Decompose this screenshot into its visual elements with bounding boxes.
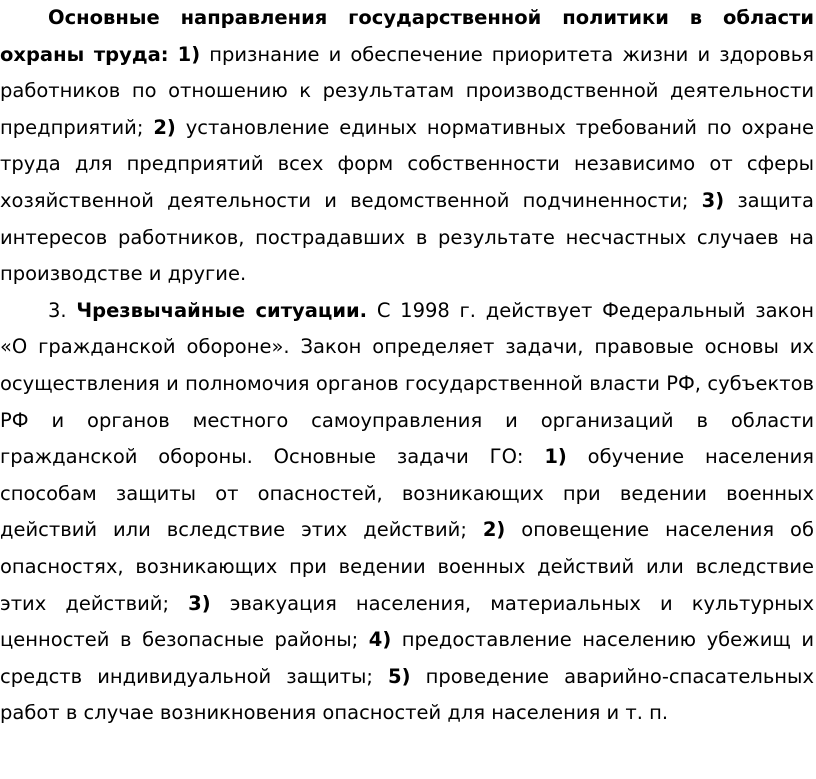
list-number: 2) (482, 518, 506, 542)
list-number: 3) (188, 591, 211, 615)
text-run: предоставление населению убежищ и средств индивидуальной защиты; (0, 628, 814, 688)
paragraph-emergency-situations (0, 293, 814, 732)
section-heading-emergency: Чрезвычайные ситуации. (76, 298, 368, 322)
paragraph-labor-protection (0, 0, 814, 293)
list-number: 5) (388, 664, 411, 688)
list-number: 3) (701, 188, 725, 212)
list-number: 2) (153, 115, 176, 139)
text-run: обучение населения способам защиты от опасностей, возникающих при ведении военных действий или вследствие этих действий; (0, 445, 814, 542)
section-number: 3. (48, 298, 77, 322)
list-number: 1) (544, 445, 567, 469)
list-number: 4) (368, 628, 392, 652)
text-run: С 1998 г. действует Федеральный закон «О гражданской обороне». Закон определяет задачи, правовые основы их осуществления и полномочия органов государственной власти РФ, субъектов РФ и органов местного самоуправления и организаций в области гражданской обороны. Основные задачи ГО: (0, 298, 814, 469)
text-run: признание и обеспечение приоритета жизни и здоровья работников по отношению к результатам производственной деятельности предприятий; (0, 42, 815, 139)
text-run: эвакуация населения, материальных и культурных ценностей в безопасные районы; (0, 591, 814, 652)
text-run: проведение аварийно-спасательных работ в случае возникновения опасностей для населения и т. п. (0, 664, 814, 725)
text-run (169, 43, 178, 66)
text-run: оповещение населения об опасностях, возникающих при ведении военных действий или вследствие этих действий; (0, 518, 814, 615)
text-run: установление единых нормативных требований по охране труда для предприятий всех форм собственности независимо от сферы хозяйственной деятельности и ведомственной подчиненности; (0, 115, 814, 212)
section-heading-labor-protection: Основные направления государственной политики в области охраны труда: (0, 6, 814, 66)
text-run: защита интересов работников, пострадавших в результате несчастных случаев на производстве и другие. (0, 188, 814, 286)
list-number: 1) (177, 42, 201, 66)
